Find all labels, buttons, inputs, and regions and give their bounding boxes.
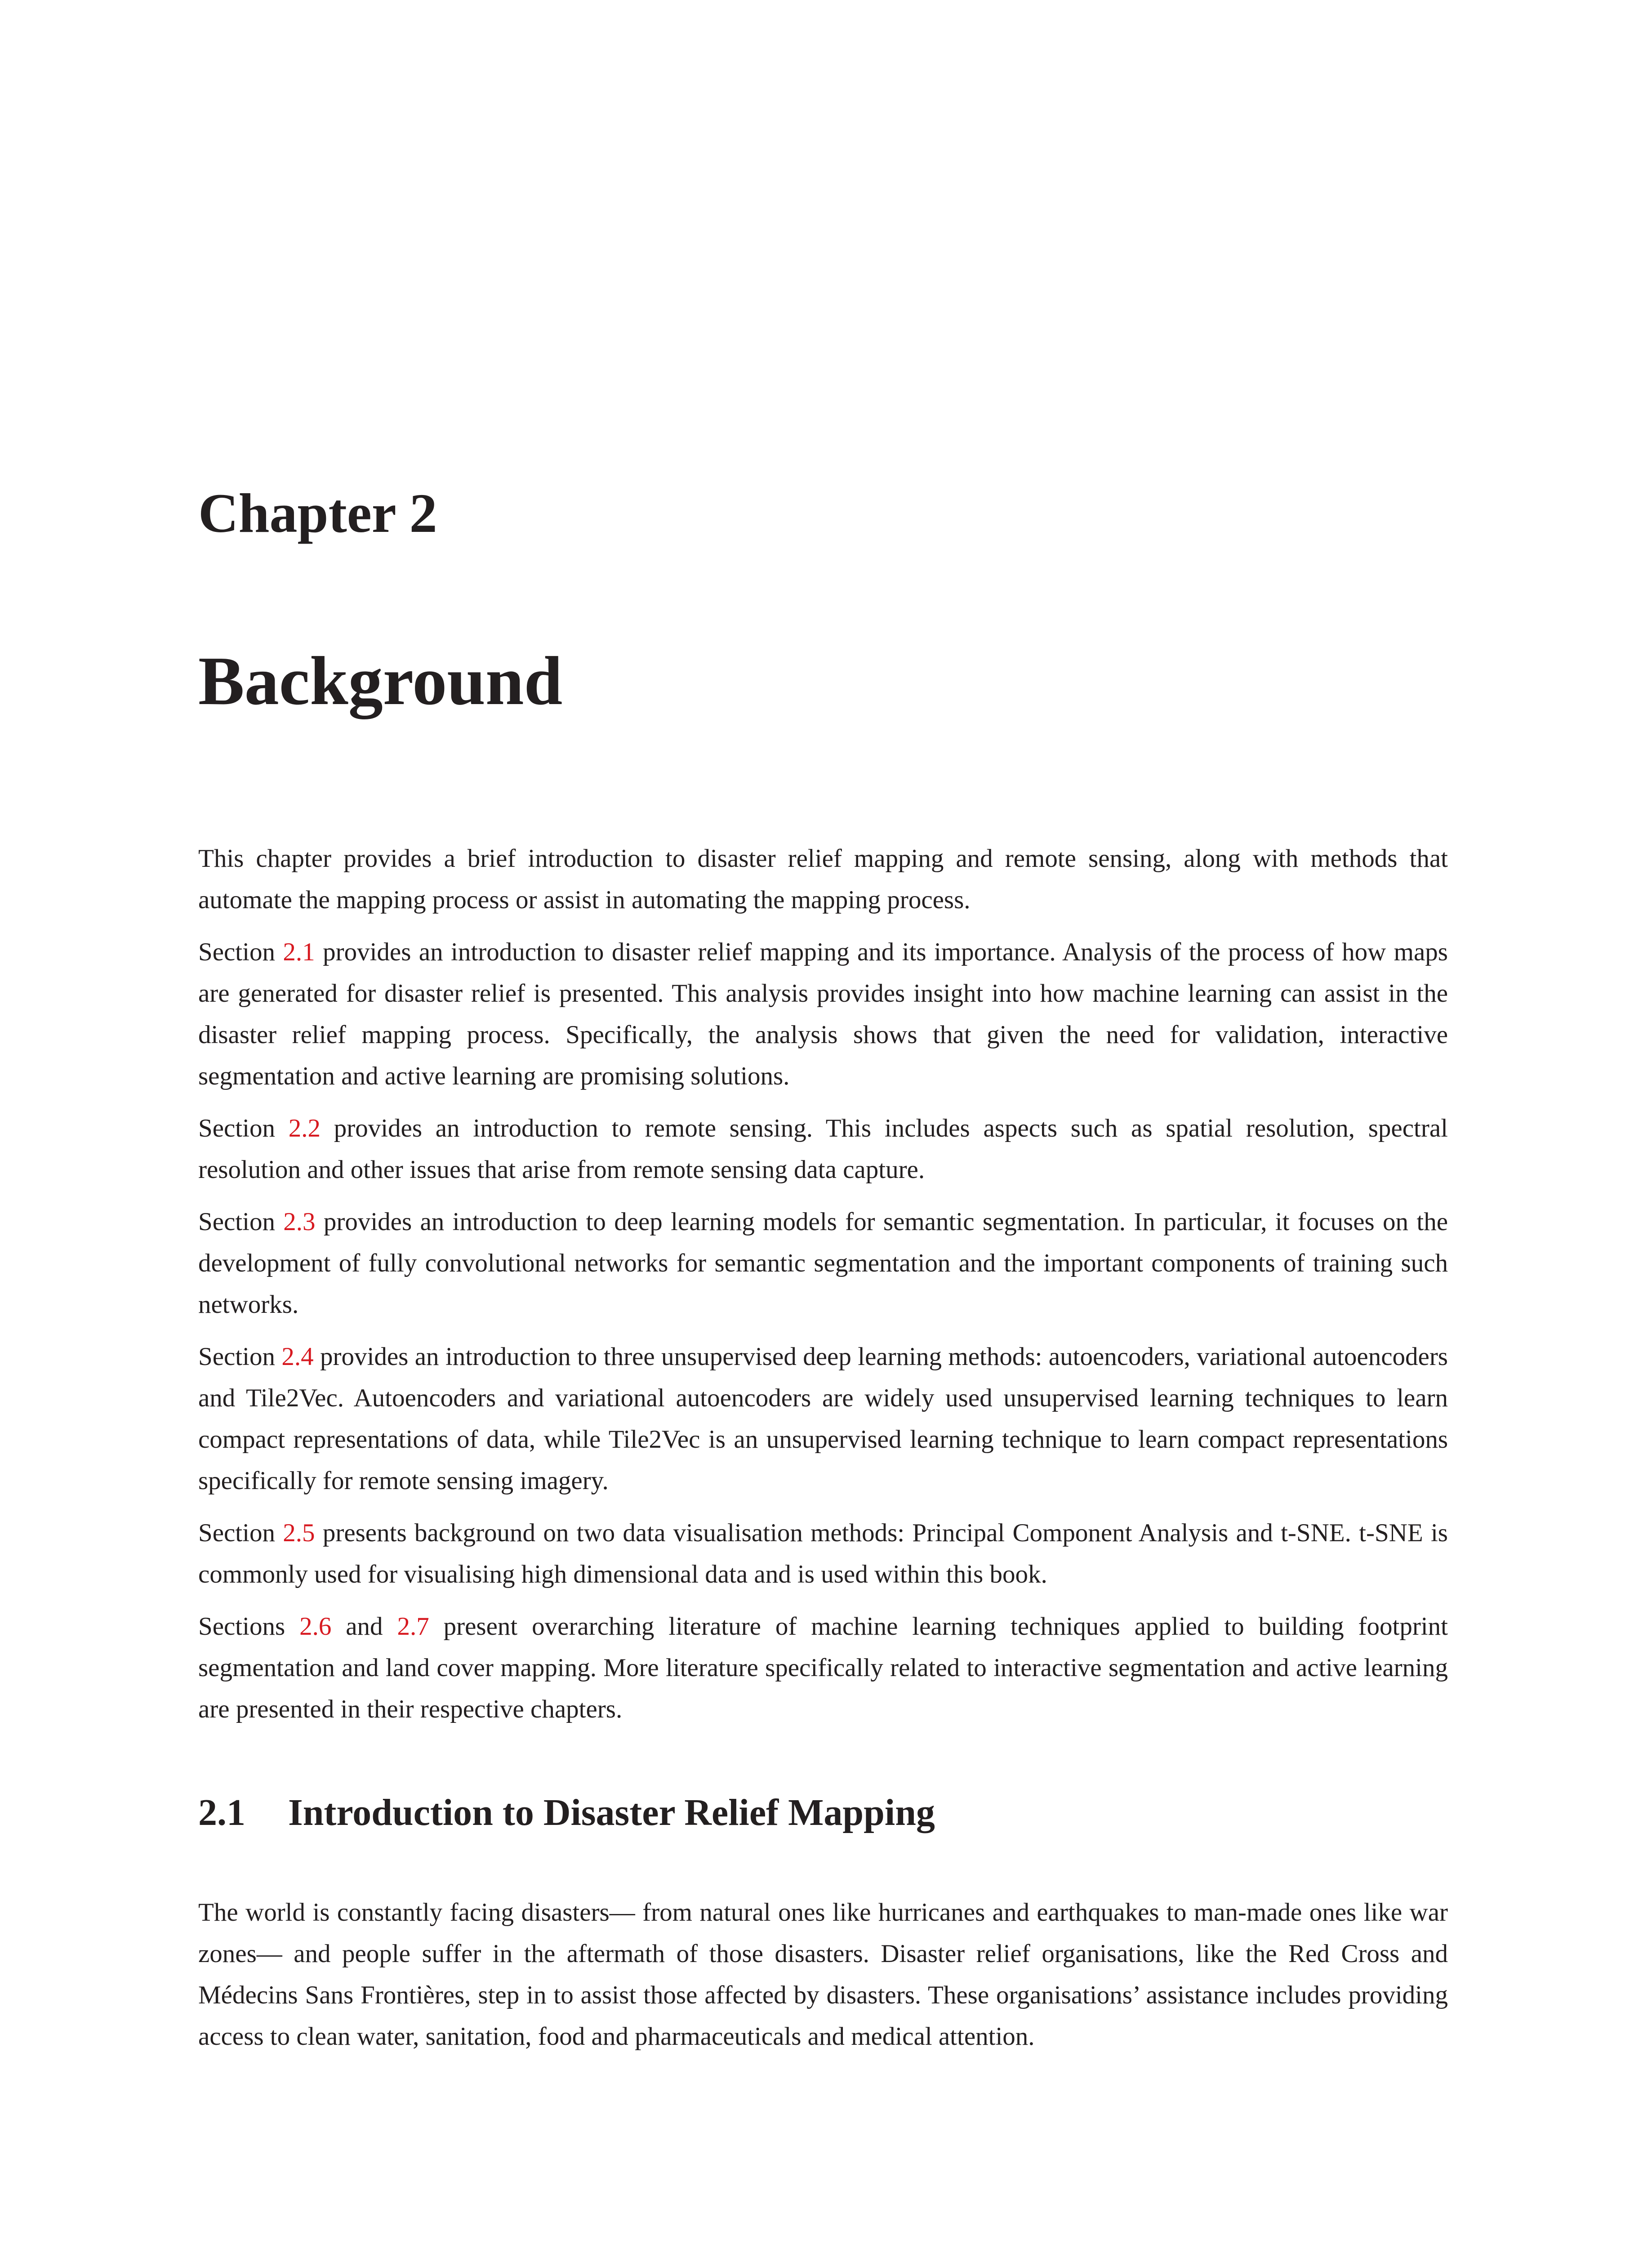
paragraph-lead: Section (198, 938, 283, 966)
section-ref-link[interactable]: 2.4 (281, 1343, 314, 1371)
paragraph-lead: Section (198, 1343, 282, 1371)
paragraph-lead: Sections (198, 1612, 300, 1641)
paragraph-lead: Section (198, 1519, 283, 1547)
chapter-title: Background (198, 643, 563, 719)
paragraph-connector: and (331, 1612, 397, 1641)
section-paragraph-1: The world is constantly facing disasters— from natural ones like hurricanes and earthquakes to man-made ones like war zones— and people suffer in the aftermath of those disasters. Disaster relief organisations, like the Red Cross and Médecins Sans Frontières, step in to assist those affected by disasters. These organisations’ assistance includes providing access to clean water, sanitation, food and pharmaceuticals and medical attention. (198, 1898, 1448, 2051)
section-heading (198, 1794, 935, 1832)
intro-paragraph-5 (198, 1336, 1448, 1502)
intro-paragraph-3 (198, 1108, 1448, 1191)
paragraph-text: provides an introduction to three unsupervised deep learning methods: autoencoders, variational autoencoders and Tile2Vec. Autoencoders and variational autoencoders are widely used unsupervised learning techniques to learn compact representations of data, while Tile2Vec is an unsupervised learning technique to learn compact representations specifically for remote sensing imagery. (198, 1343, 1448, 1495)
chapter-label: Chapter 2 (198, 482, 437, 544)
intro-paragraph-1: This chapter provides a brief introduction to disaster relief mapping and remote sensing, along with methods that automate the mapping process or assist in automating the mapping process. (198, 844, 1448, 914)
section-number: 2.1 (198, 1792, 245, 1833)
section-title: Introduction to Disaster Relief Mapping (288, 1792, 935, 1833)
chapter-intro (198, 838, 1448, 1741)
paragraph-lead: Section (198, 1208, 284, 1236)
intro-paragraph-4 (198, 1201, 1448, 1325)
section-body (198, 1892, 1448, 2068)
section-ref-link[interactable]: 2.1 (283, 938, 315, 966)
intro-paragraph-6 (198, 1512, 1448, 1595)
paragraph-text: provides an introduction to disaster relief mapping and its importance. Analysis of the process of how maps are generated for disaster relief is presented. This analysis provides insight into how machine learning can assist in the disaster relief mapping process. Specifically, the analysis shows that given the need for validation, interactive segmentation and active learning are promising solutions. (198, 938, 1448, 1090)
section-ref-link[interactable]: 2.6 (299, 1612, 332, 1641)
section-ref-link[interactable]: 2.7 (397, 1612, 429, 1641)
section-ref-link[interactable]: 2.5 (283, 1519, 315, 1547)
paragraph-text: provides an introduction to remote sensing. This includes aspects such as spatial resolution, spectral resolution and other issues that arise from remote sensing data capture. (198, 1114, 1448, 1184)
intro-paragraph-7 (198, 1606, 1448, 1730)
paragraph-text: present overarching literature of machine learning techniques applied to building footprint segmentation and land cover mapping. More literature specifically related to interactive segmentation and active learning are presented in their respective chapters. (198, 1612, 1448, 1723)
section-ref-link[interactable]: 2.2 (288, 1114, 321, 1142)
intro-paragraph-2 (198, 932, 1448, 1097)
paragraph-text: provides an introduction to deep learning models for semantic segmentation. In particular, it focuses on the development of fully convolutional networks for semantic segmentation and the important components of training such networks. (198, 1208, 1448, 1319)
paragraph-lead: Section (198, 1114, 289, 1142)
section-ref-link[interactable]: 2.3 (283, 1208, 316, 1236)
paragraph-text: presents background on two data visualisation methods: Principal Component Analysis and t-SNE. t-SNE is commonly used for visualising high dimensional data and is used within this book. (198, 1519, 1448, 1588)
